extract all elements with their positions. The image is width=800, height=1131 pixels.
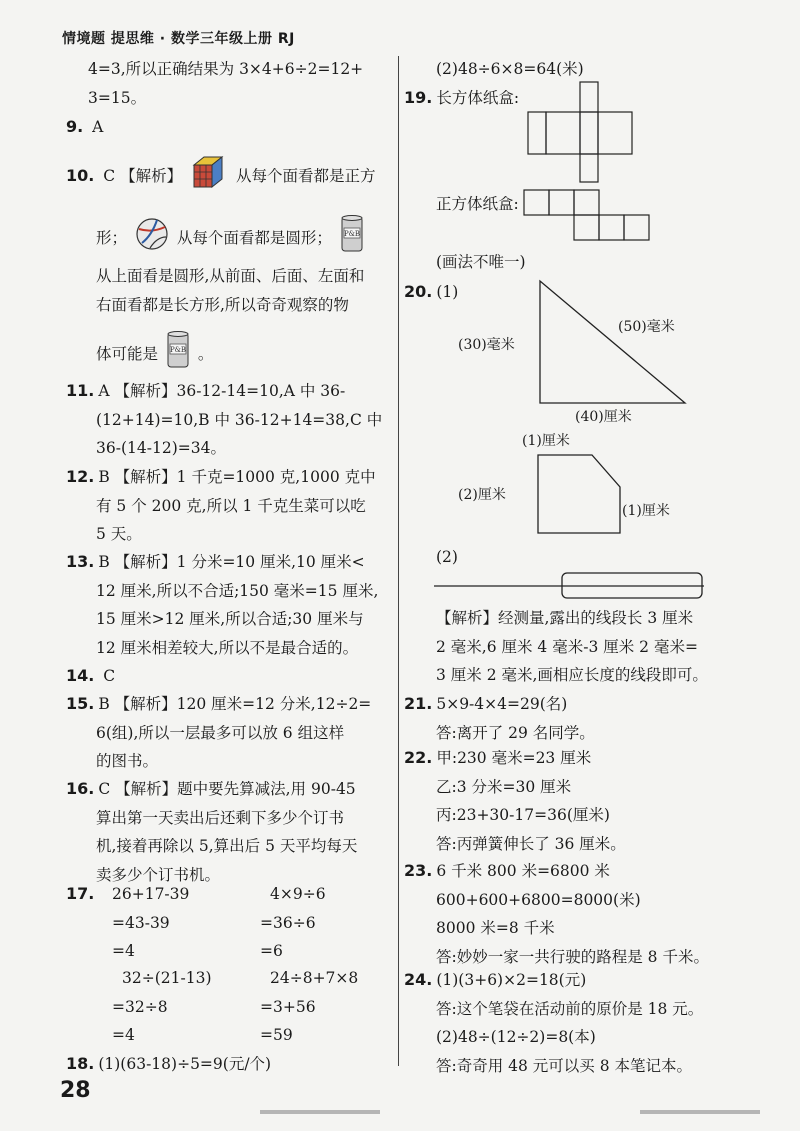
q17-number: 17. [66,884,95,903]
q23-line-2: 600+600+6800=8000(米) [436,890,641,909]
triangle-diagram [450,275,710,435]
q14 [66,662,115,691]
calc-step: =4 [112,1026,135,1044]
q13-line-2: 12 厘米,所以不合适;150 毫米=15 厘米, [96,581,379,600]
can-icon [166,330,190,380]
q13 [66,548,391,662]
q14-number: 14. [66,666,95,685]
q24-line-2: 答:这个笔袋在活动前的原价是 18 元。 [436,999,704,1018]
q10-text-6: 体可能是 [96,344,159,363]
q20-part-2-row [436,543,458,572]
calc-step: =6 [260,942,283,960]
calc-step: 32÷(21-13) [122,969,212,987]
pentagon-left-label: (2)厘米 [458,487,506,503]
q24-line-4: 答:奇奇用 48 元可以买 8 本笔记本。 [436,1056,693,1075]
q17-calc-d [260,964,390,1050]
calc-step: 26+17-39 [112,885,190,903]
q19-label-cube: 正方体纸盒: [436,195,519,213]
q24-line-1: (1)(3+6)×2=18(元) [436,971,587,989]
q13-line-4: 12 厘米相差较大,所以不是最合适的。 [96,638,359,657]
q20-part-1: (1) [436,283,459,301]
q23-number: 23. [404,861,433,880]
q11 [66,377,391,463]
q20-line-3: 3 厘米 2 毫米,画相应长度的线段即可。 [436,666,708,684]
q17-calc-b [260,880,390,966]
q22-line-3: 丙:23+30-17=36(厘米) [436,806,610,824]
q13-line-1: B 【解析】1 分米=10 厘米,10 厘米< [98,553,365,571]
q14-answer: C [103,667,116,685]
q18-line-1: (1)(63-18)÷5=9(元/个) [98,1055,272,1073]
q21 [404,690,774,747]
q10-body [96,262,396,319]
q21-line-2: 答:离开了 29 名同学。 [436,723,595,742]
q12-line-2: 有 5 个 200 克,所以 1 千克生菜可以吃 [96,496,366,515]
q10-text-1: 从每个面看都是正方 [235,166,376,185]
q18-number: 18. [66,1054,95,1073]
q15 [66,690,391,776]
q17 [66,880,98,909]
triangle-hypotenuse-label: (50)毫米 [618,319,675,335]
svg-text:P&B: P&B [169,346,186,354]
q23-line-1: 6 千米 800 米=6800 米 [436,862,610,880]
q21-line-1: 5×9-4×4=29(名) [436,695,568,713]
calc-step: =3+56 [260,997,316,1016]
q12-line-1: B 【解析】1 千克=1000 克,1000 克中 [98,468,376,486]
q9-answer: A [92,118,104,136]
q9-number: 9. [66,117,84,136]
q10-text-3: 从每个面看都是圆形； [176,228,332,247]
q11-line-3: 36-(14-12)=34。 [96,439,226,457]
q8-line-1: 4=3,所以正确结果为 3×4+6÷2=12+ [88,60,364,78]
q10-head: C 【解析】 [103,166,183,185]
q11-line-2: (12+14)=10,B 中 36-12+14=38,C 中 [96,410,383,429]
q22-number: 22. [404,748,433,767]
q24 [404,966,774,1080]
q17-calc-c [112,964,257,1050]
q16-line-2: 算出第一天卖出后还剩下多少个订书 [96,808,345,827]
q15-line-1: B 【解析】120 厘米=12 分米,12÷2= [98,695,372,713]
pentagon-right-label: (1)厘米 [622,503,670,519]
q20-line-1: 【解析】经测量,露出的线段长 3 厘米 [436,609,694,627]
q22 [404,744,774,858]
q11-line-1: A 【解析】36-12-14=10,A 中 36- [98,382,346,400]
q15-number: 15. [66,694,95,713]
q16-line-1: C 【解析】题中要先算减法,用 90-45 [98,780,356,798]
triangle-bottom-label: (40)厘米 [575,409,632,425]
q13-line-3: 15 厘米>12 厘米,所以合适;30 厘米与 [96,610,364,628]
rubik-cube-icon [190,155,228,199]
q8-line-2: 3=15。 [88,88,147,107]
q9 [66,113,103,142]
q18 [66,1050,391,1079]
q12-line-3: 5 天。 [96,525,142,543]
q18-line-2: (2)48÷6×8=64(米) [436,60,584,78]
q13-number: 13. [66,552,95,571]
q12 [66,463,391,549]
q22-line-1: 甲:230 毫米=23 厘米 [436,749,592,767]
calc-step: 4×9÷6 [270,885,326,903]
q10-last [96,330,396,380]
q20-explanation [436,604,776,690]
q23-line-4: 答:妙妙一家一共行驶的路程是 8 千米。 [436,947,709,966]
bottom-shadow [260,1110,380,1114]
calc-step: =36÷6 [260,913,316,932]
q22-line-4: 答:丙弹簧伸长了 36 厘米。 [436,834,626,853]
q23-line-3: 8000 米=8 千米 [436,919,555,937]
q10-line-2 [96,214,396,264]
cuboid-net-diagram [520,80,640,185]
q22-line-2: 乙:3 分米=30 厘米 [436,777,572,796]
q15-line-2: 6(组),所以一层最多可以放 6 组这样 [96,723,345,742]
q23 [404,857,774,971]
bottom-shadow [640,1110,760,1114]
q19-number: 19. [404,88,433,107]
q17-calc-a [112,880,242,966]
segment-diagram [432,570,712,600]
pentagon-diagram [450,425,710,545]
svg-text:P&B: P&B [343,230,360,238]
calc-step: =4 [112,942,135,960]
q10-number: 10. [66,165,95,185]
q12-number: 12. [66,467,95,486]
cube-net-diagram [522,188,652,244]
q20-part-2: (2) [436,548,458,566]
page-header: 情境题 提思维 · 数学三年级上册 RJ [62,31,295,47]
q24-number: 24. [404,970,433,989]
page-number: 28 [60,1078,91,1103]
can-icon [340,214,364,264]
q16-line-4: 卖多少个订书机。 [96,865,221,884]
column-divider [398,56,399,1066]
q11-number: 11. [66,381,95,400]
pentagon-top-label: (1)厘米 [522,433,570,449]
q19-label-cuboid: 长方体纸盒: [436,89,520,107]
q10-text-2: 形； [96,228,128,247]
q10-text-7: 。 [197,344,214,363]
q10-text-5: 右面看都是长方形,所以奇奇观察的物 [96,295,349,314]
q21-number: 21. [404,694,433,713]
q24-line-3: (2)48÷(12÷2)=8(本) [436,1028,596,1046]
calc-step: =43-39 [112,913,170,932]
q20-number: 20. [404,282,433,301]
volleyball-icon [135,217,169,261]
triangle-left-label: (30)毫米 [458,337,515,353]
calc-step: 24÷8+7×8 [270,969,359,987]
q20-line-2: 2 毫米,6 厘米 4 毫米-3 厘米 2 毫米= [436,637,698,656]
q19 [404,84,519,113]
q10 [66,155,391,199]
q16 [66,775,391,889]
calc-step: =32÷8 [112,997,168,1016]
calc-step: =59 [260,1026,293,1044]
q19-cube-row [436,190,519,219]
q16-line-3: 机,接着再除以 5,算出后 5 天平均每天 [96,837,358,855]
q16-number: 16. [66,779,95,798]
left-column [88,55,388,112]
q10-text-4: 从上面看是圆形,从前面、后面、左面和 [96,267,365,285]
q15-line-3: 的图书。 [96,752,159,770]
q19-note: (画法不唯一) [436,253,526,271]
q19-note-row [436,248,526,277]
